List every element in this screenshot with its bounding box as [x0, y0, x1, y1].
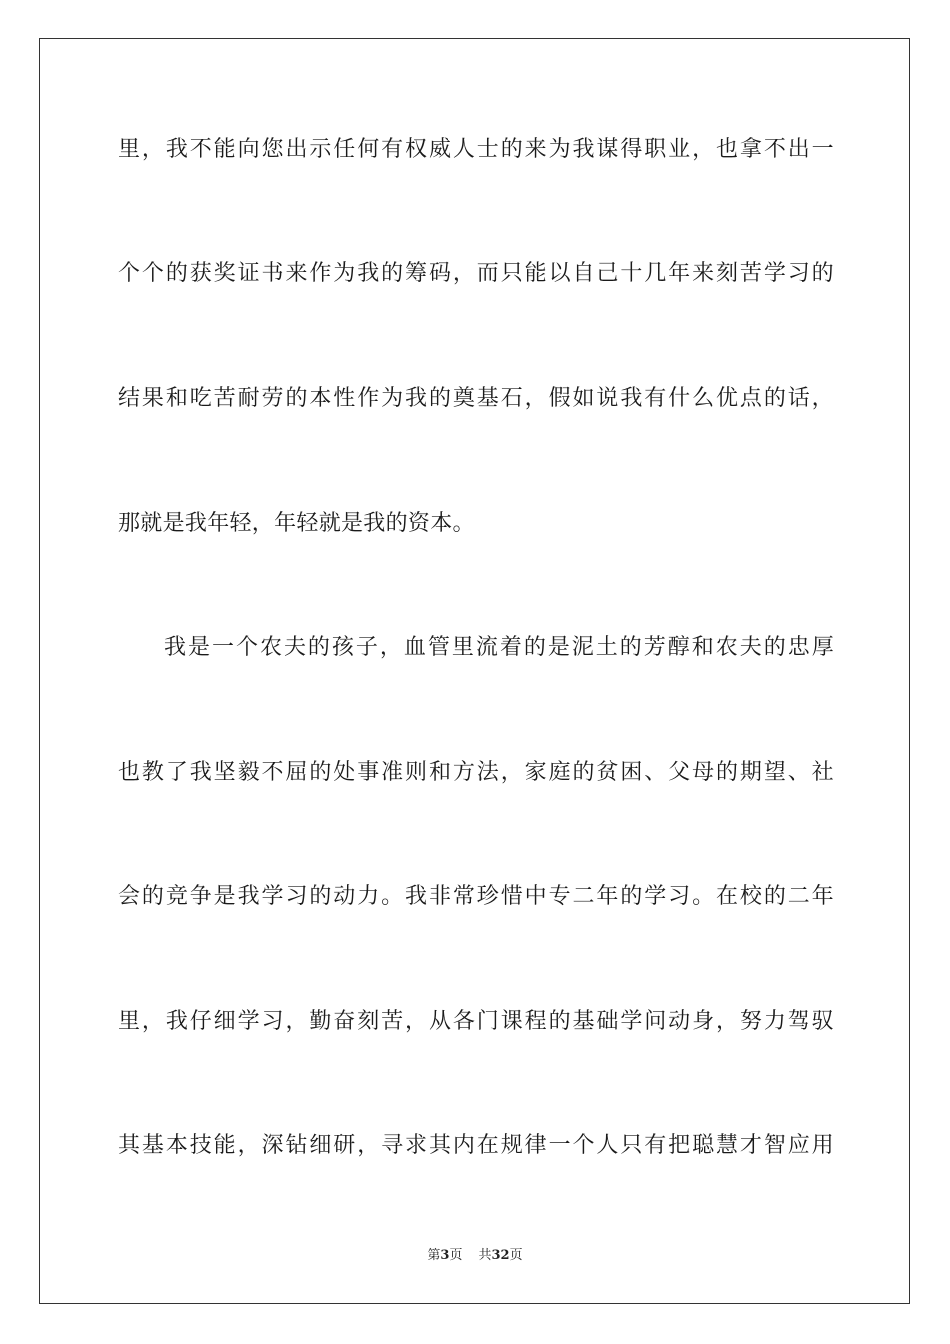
- page-prefix: 第: [427, 1248, 441, 1263]
- text-line-3: 结果和吃苦耐劳的本性作为我的奠基石，假如说我有什么优点的话，: [118, 386, 834, 411]
- total-prefix: 共: [478, 1248, 492, 1263]
- text-line-7: 会的竞争是我学习的动力。我非常珍惜中专二年的学习。在校的二年: [118, 884, 834, 909]
- text-line-6: 也教了我坚毅不屈的处事准则和方法，家庭的贫困、父母的期望、社: [118, 760, 834, 785]
- page-border: [39, 38, 910, 1304]
- text-line-4: 那就是我年轻，年轻就是我的资本。: [118, 511, 475, 536]
- page-footer: [0, 1247, 950, 1265]
- page-number: 3: [440, 1248, 450, 1263]
- total-pages: 32: [491, 1248, 510, 1263]
- text-line-8: 里，我仔细学习，勤奋刻苦，从各门课程的基础学问动身，努力驾驭: [118, 1009, 834, 1034]
- text-line-5: 我是一个农夫的孩子，血管里流着的是泥土的芳醇和农夫的忠厚: [164, 635, 834, 660]
- text-line-2: 个个的获奖证书来作为我的筹码，而只能以自己十几年来刻苦学习的: [118, 261, 834, 286]
- text-line-1: 里，我不能向您出示任何有权威人士的来为我谋得职业，也拿不出一: [118, 137, 834, 162]
- text-line-9: 其基本技能，深钻细研，寻求其内在规律一个人只有把聪慧才智应用: [118, 1133, 834, 1158]
- page-suffix: 页: [449, 1248, 463, 1263]
- total-suffix: 页: [509, 1248, 523, 1263]
